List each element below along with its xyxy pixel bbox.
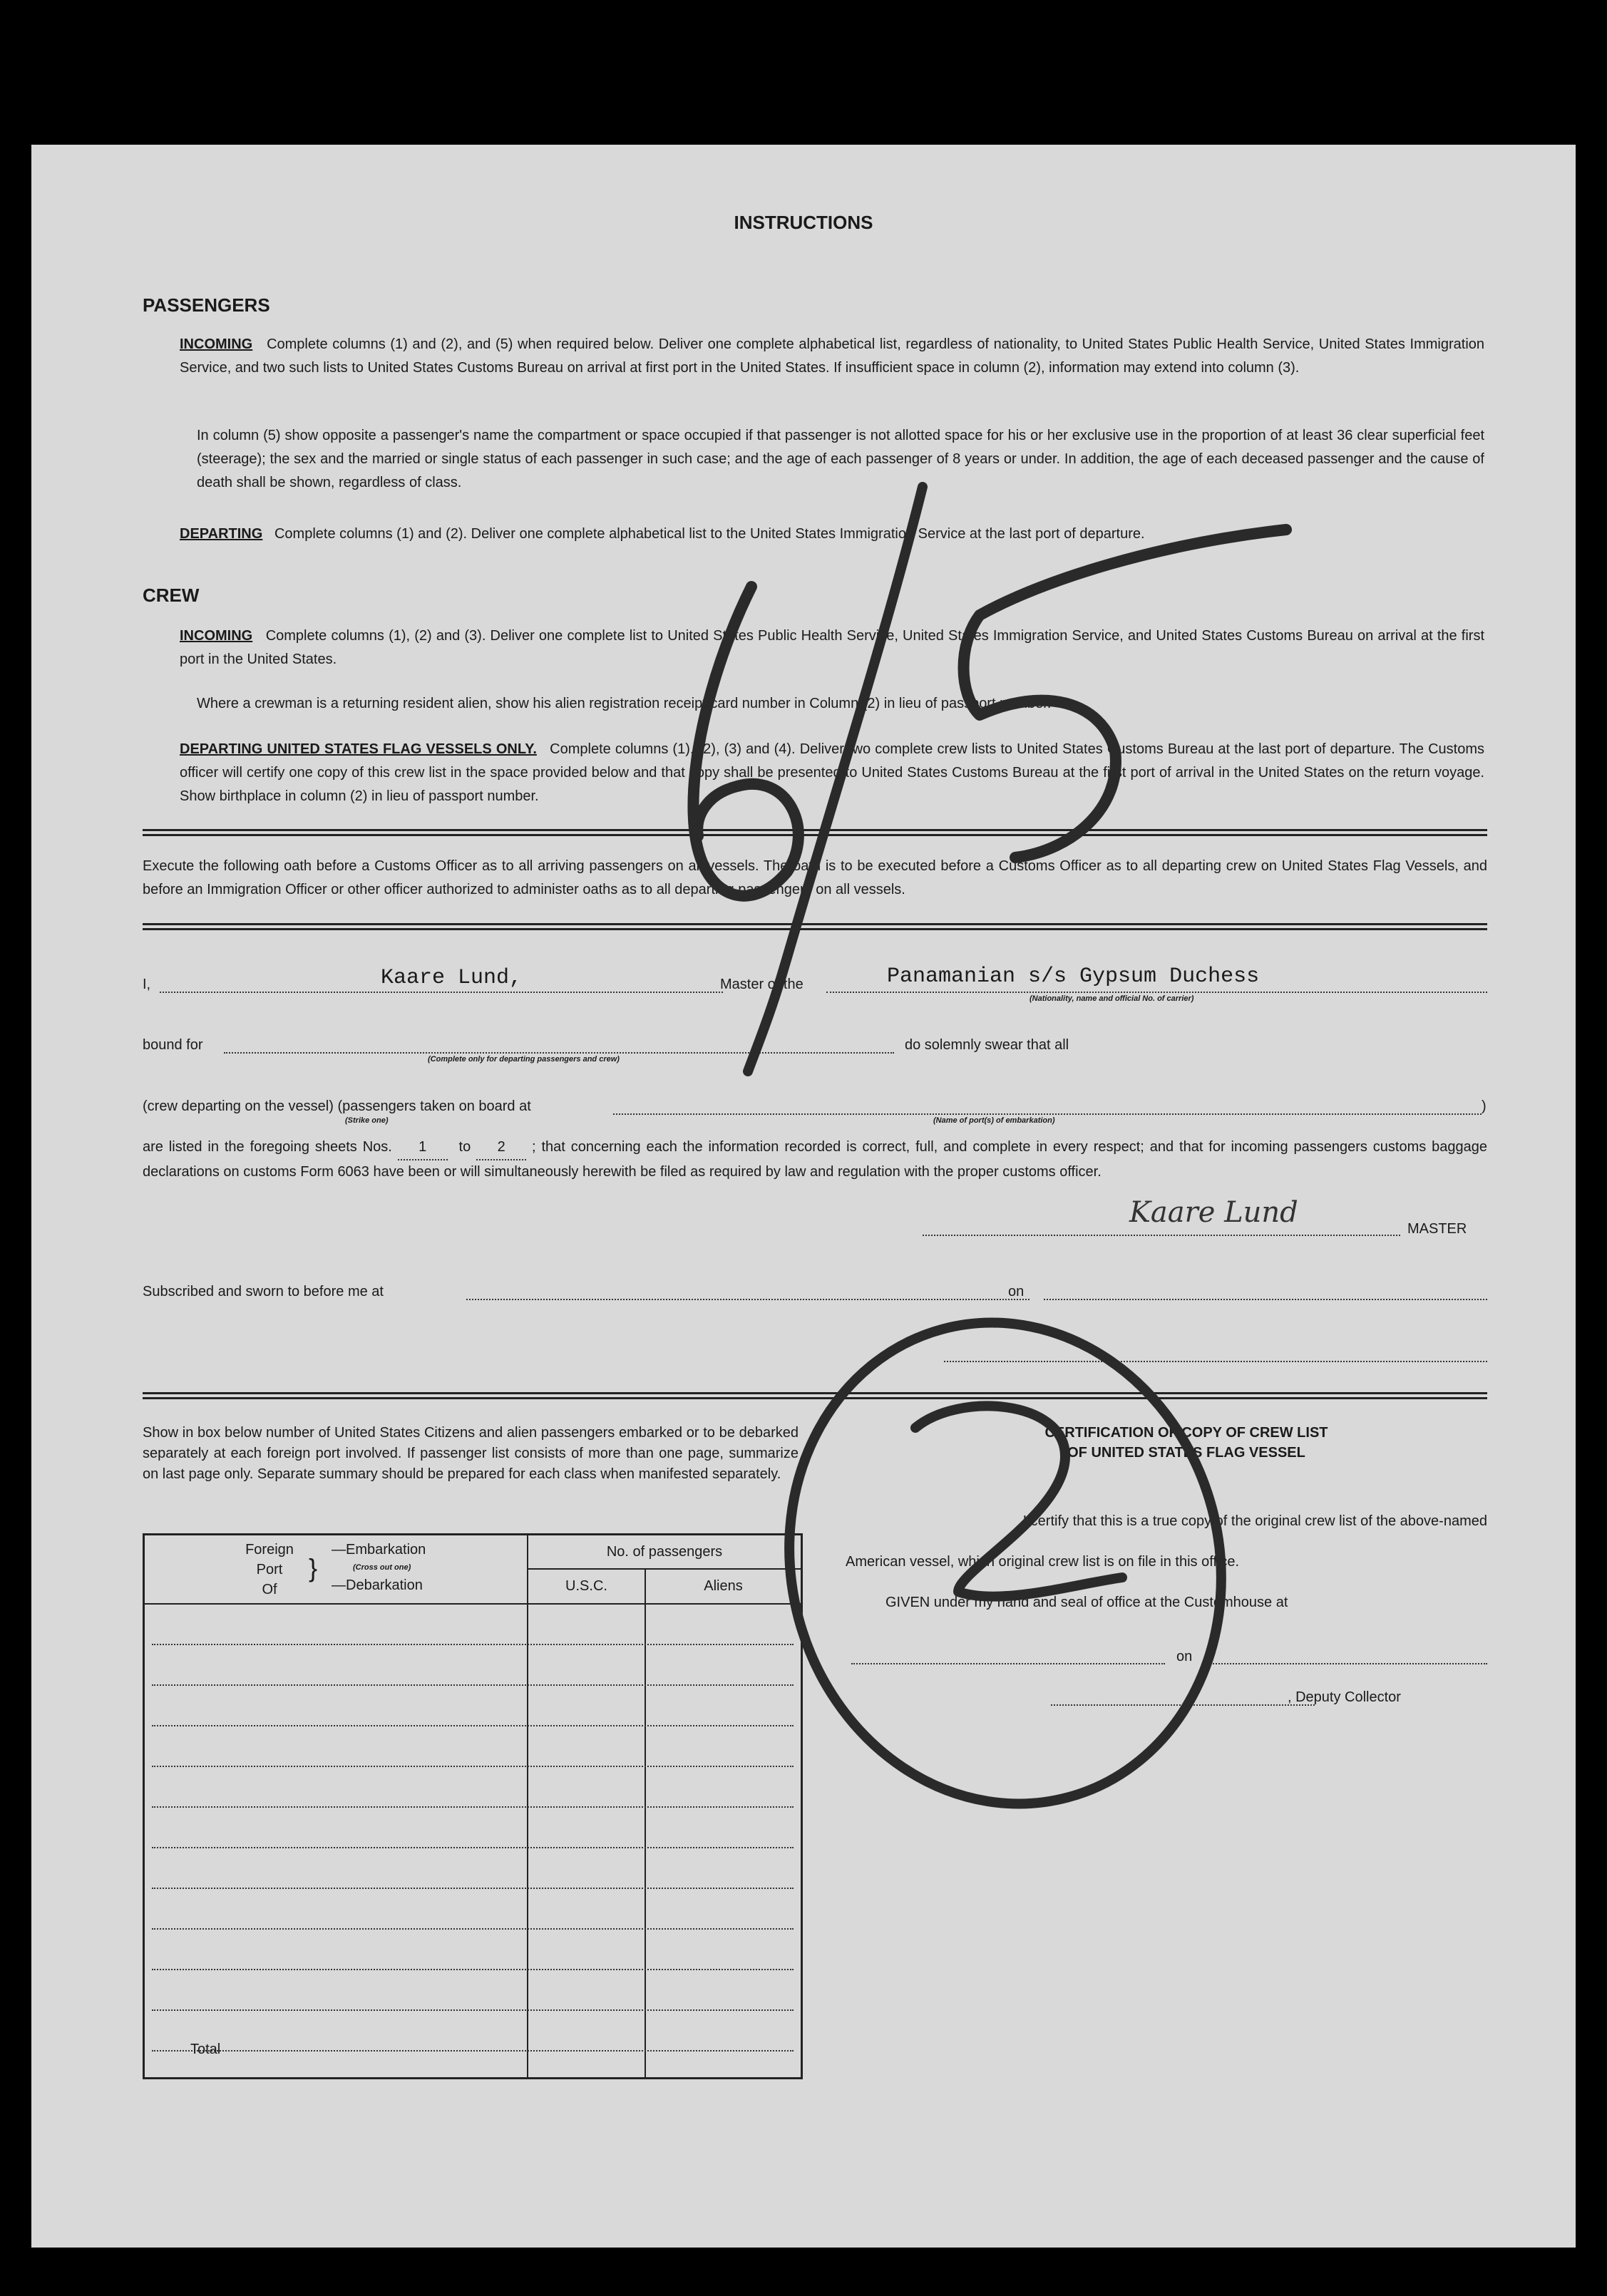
- debarkation-label: —Debarkation: [332, 1577, 423, 1593]
- vessel-caption: (Nationality, name and official No. of carrier): [1030, 994, 1194, 1003]
- port-label: Port: [256, 1562, 283, 1577]
- table-row: [152, 1605, 794, 1645]
- foreign-label: Foreign: [245, 1542, 294, 1558]
- master-label: MASTER: [1407, 1221, 1467, 1237]
- certification-heading: [880, 1423, 1493, 1463]
- table-row: [152, 1645, 794, 1686]
- certification-on-label: on: [1176, 1649, 1193, 1664]
- oath-intro: Execute the following oath before a Customs Officer as to all arriving passengers on all vessels. The oath is to be executed before a Customs Officer as to all departing crew on United States Flag Vessels, and before an Immigration Officer or other officer authorized to administer oaths as to all departing passengers on all vessels.: [143, 858, 1487, 897]
- vessel-value: Panamanian s/s Gypsum Duchess: [887, 964, 1260, 989]
- crew-resident-paragraph: Where a crewman is a returning resident alien, show his alien registration receipt card number in Column (2) in lieu of passport number.: [197, 696, 1052, 711]
- page-title: INSTRUCTIONS: [734, 212, 873, 233]
- summary-rows: [152, 1605, 794, 2052]
- passengers-departing-label: DEPARTING: [180, 526, 263, 542]
- passengers-incoming-text: Complete columns (1) and (2), and (5) when required below. Deliver one complete alphabetical list, regardless of nationality, to United States Public Health Service, United States Immigration Service, and two such lists to United States Customs Bureau on arrival at first port in the United States. If insufficient space in column (2), information may extend into column (3).: [180, 336, 1485, 376]
- crew-heading: CREW: [143, 585, 200, 606]
- master-name-value: Kaare Lund,: [381, 966, 523, 990]
- deputy-collector-label: , Deputy Collector: [1288, 1689, 1401, 1705]
- no-passengers-header: No. of passengers: [528, 1535, 801, 1570]
- passengers-departing-text: Complete columns (1) and (2). Deliver one complete alphabetical list to the United States Immigration Service at the last port of departure.: [274, 526, 1145, 542]
- crew-passengers-label: (crew departing on the vessel) (passengers taken on board at: [143, 1098, 531, 1114]
- oath-i-label: I,: [143, 977, 151, 992]
- certification-line-2: American vessel, which original crew list is on file in this office.: [846, 1554, 1240, 1570]
- embarkation-port-line: [613, 1112, 1482, 1115]
- crew-departing-text: Complete columns (1), (2), (3) and (4). Deliver two complete crew lists to United States Customs Bureau at the last port of departure. The Customs officer will certify one copy of this crew list in the space provided below and that copy shall be presented to United States Customs Bureau at the first port of arrival in the United States on the return voyage. Show birthplace in column (2) in lieu of passport number.: [180, 741, 1484, 804]
- table-row: [152, 1970, 794, 2011]
- crew-departing-label: DEPARTING UNITED STATES FLAG VESSELS ONLY.: [180, 741, 537, 757]
- subscribed-place-line: [466, 1297, 1030, 1300]
- bound-for-label: bound for: [143, 1037, 203, 1053]
- subscribed-label: Subscribed and sworn to before me at: [143, 1284, 384, 1299]
- certification-line-1: I certify that this is a true copy of the original crew list of the above-named: [1022, 1513, 1487, 1529]
- swear-label: do solemnly swear that all: [905, 1037, 1069, 1053]
- strike-caption: (Strike one): [345, 1116, 389, 1125]
- table-row: [152, 1686, 794, 1726]
- passengers-incoming-label: INCOMING: [180, 336, 253, 352]
- master-name-line: [160, 990, 723, 993]
- divider: [143, 829, 1487, 836]
- crew-departing-paragraph: [180, 738, 1484, 808]
- subscribed-date-line: [1044, 1297, 1487, 1300]
- subscribed-on-label: on: [1008, 1284, 1025, 1299]
- bound-caption: (Complete only for departing passengers and crew): [428, 1055, 620, 1064]
- table-row: [152, 1767, 794, 1808]
- listed-rest: ; that concerning each the information recorded is correct, full, and complete in every respect; and that for incoming passengers customs baggage declarations on customs Form 6063 have been or will simultaneously herewith be filed as required by law and regulation with the proper customs officer.: [143, 1139, 1487, 1180]
- certification-date-line: [1208, 1662, 1487, 1664]
- cross-out-caption: (Cross out one): [353, 1563, 411, 1572]
- customhouse-line: [851, 1662, 1165, 1664]
- certification-heading-2: OF UNITED STATES FLAG VESSEL: [1067, 1445, 1305, 1461]
- summary-table: [143, 1533, 803, 2079]
- passengers-incoming-paragraph: [180, 333, 1484, 380]
- divider: [143, 1392, 1487, 1399]
- passengers-heading: PASSENGERS: [143, 294, 270, 316]
- embarkation-label: —Embarkation: [332, 1542, 426, 1558]
- officer-signature-line: [944, 1359, 1487, 1362]
- aliens-header: Aliens: [646, 1570, 801, 1605]
- table-row: [152, 1726, 794, 1767]
- sheet-from-value: 1: [398, 1136, 448, 1160]
- table-row: [152, 1930, 794, 1970]
- form-sheet: [31, 145, 1576, 2248]
- close-paren: ): [1482, 1098, 1487, 1114]
- passengers-column5-paragraph: In column (5) show opposite a passenger's name the compartment or space occupied if that passenger is not allotted space for his or her exclusive use in the proportion of at least 36 clear superficial feet (steerage); the sex and the married or single status of each passenger in such case; and the age of each passenger of 8 years or under. In addition, the age of each deceased passenger and the cause of death shall be shown, regardless of class.: [197, 428, 1484, 490]
- table-row: [152, 1889, 794, 1930]
- summary-intro: Show in box below number of United States Citizens and alien passengers embarked or to be debarked separately at each foreign port involved. If passenger list consists of more than one page, summarize on last page only. Separate summary should be prepared for each class when manifested separately.: [143, 1425, 799, 1482]
- certification-heading-1: CERTIFICATION OF COPY OF CREW LIST: [1044, 1425, 1328, 1441]
- table-row: [152, 1808, 794, 1848]
- crew-incoming-paragraph: [180, 624, 1484, 671]
- vessel-line: [826, 990, 1487, 993]
- listed-paragraph: [143, 1136, 1487, 1184]
- summary-port-header: Foreign Port Of } —Embarkation (Cross out one) —Debarkation: [145, 1535, 528, 1605]
- to-label: to: [458, 1139, 471, 1155]
- bound-for-line: [224, 1051, 894, 1054]
- master-signature: Kaare Lund: [1129, 1196, 1298, 1229]
- deputy-signature-line: [1051, 1703, 1315, 1706]
- of-label: Of: [262, 1582, 277, 1597]
- divider: [143, 923, 1487, 930]
- sheet-to-value: 2: [476, 1136, 526, 1160]
- table-row: [152, 2011, 794, 2052]
- table-row: [152, 1848, 794, 1889]
- port-caption: (Name of port(s) of embarkation): [933, 1116, 1055, 1125]
- listed-label: are listed in the foregoing sheets Nos.: [143, 1139, 392, 1155]
- crew-incoming-label: INCOMING: [180, 628, 253, 644]
- crew-incoming-text: Complete columns (1), (2) and (3). Deliver one complete list to United States Public Health Service, United States Immigration Service, and United States Customs Bureau on arrival at the first port in the United States.: [180, 628, 1485, 667]
- certification-line-3: GIVEN under my hand and seal of office at the Customhouse at: [885, 1595, 1288, 1610]
- passengers-departing-paragraph: [180, 522, 1484, 546]
- master-signature-line: [923, 1233, 1400, 1236]
- usc-header: U.S.C.: [528, 1570, 646, 1605]
- total-label: Total: [190, 2042, 221, 2057]
- master-of-label: Master of the: [720, 977, 804, 992]
